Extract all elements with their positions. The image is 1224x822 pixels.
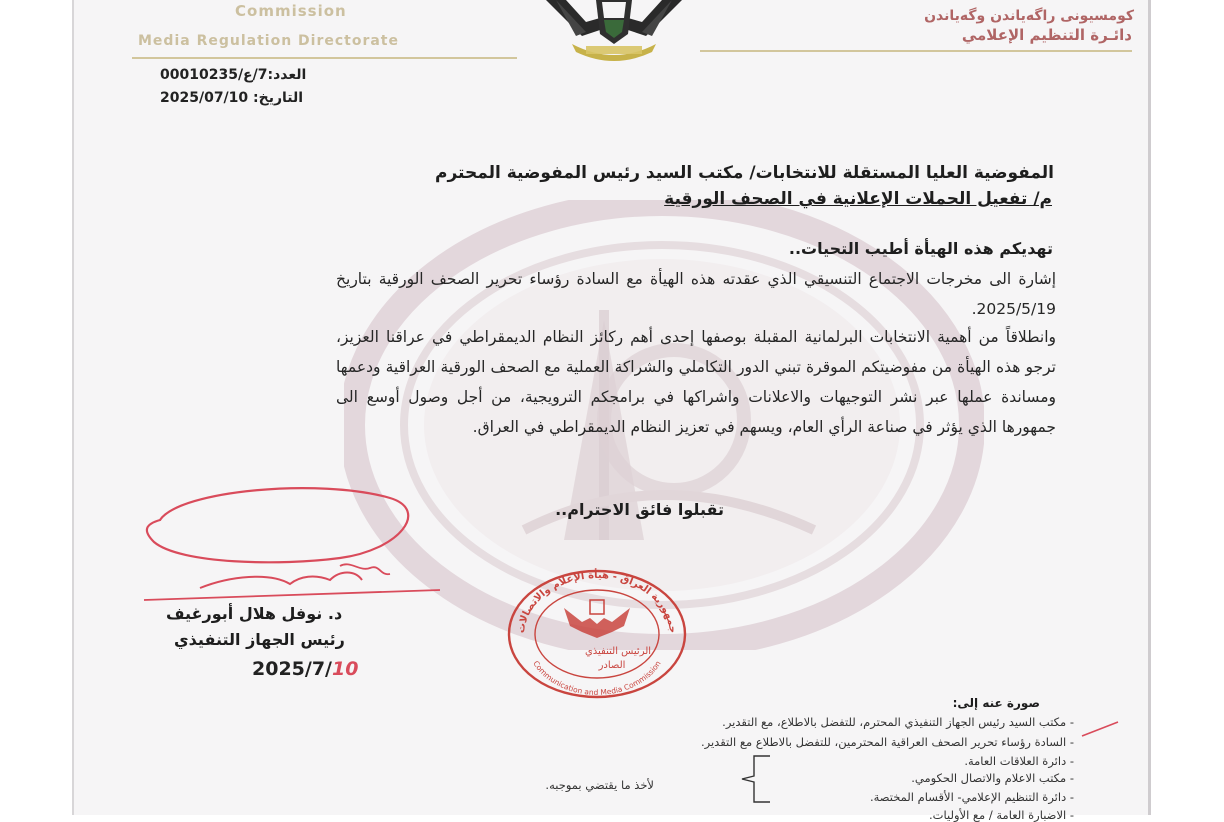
copies-heading: صورة عنه إلى: xyxy=(952,696,1040,710)
stamp-text-center-2: الصادر xyxy=(598,660,626,671)
paper-edge-left xyxy=(72,0,74,815)
handwritten-signature-icon xyxy=(140,480,470,610)
copies-item-1: - مكتب السيد رئيس الجهاز التنفيذي المحترم، للتفضل بالاطلاع، مع التقدير. xyxy=(722,715,1074,729)
closing-line: تقبلوا فائق الاحترام.. xyxy=(555,500,724,519)
official-stamp-icon xyxy=(502,566,692,700)
eagle-emblem-icon xyxy=(542,0,686,66)
stamp-text-top: جمهورية العراق - هيأة الإعلام والاتصالات xyxy=(515,569,678,634)
copies-item-4: - مكتب الاعلام والاتصال الحكومي. xyxy=(911,771,1074,785)
red-check-mark-icon xyxy=(1080,718,1120,742)
signature-date xyxy=(252,658,358,680)
recipient-line: المفوضية العليا المستقلة للانتخابات/ مكتب السيد رئيس المفوضية المحترم xyxy=(435,163,1054,183)
subject-line: م/ تفعيل الحملات الإعلانية في الصحف الورقية xyxy=(664,189,1052,209)
signature-date-printed: 2025/7/ xyxy=(252,658,332,680)
header-directorate-en: Media Regulation Directorate xyxy=(138,33,399,49)
body-paragraph-2: وانطلاقاً من أهمية الانتخابات البرلمانية المقبلة بوصفها إحدى أهم ركائز النظام الديمقراطي في عراقنا العزيز، ترجو هذه الهيأة من مفوضيتكم الموقرة تبني الدور التكاملي والشراكة العملية مع الصحف الورقية العراقية ودعمها ومساندة عملها عبر نشر التوجيهات والاعلانات واشراكها في برامجكم الترويجية، من أجل وصول أوسع الى جمهورها الذي يؤثر في صناعة الرأي العام، ويسهم في تعزيز النظام الديمقراطي في العراق. xyxy=(336,328,1056,436)
copies-note: لأخذ ما يقتضي بموجبه. xyxy=(545,778,654,792)
header-kurdish-line: کومسیونی راگەیاندن وگەیاندن xyxy=(924,8,1134,24)
header-divider-right xyxy=(700,50,1132,52)
copies-item-6: - الاضبارة العامة / مع الأوليات. xyxy=(929,808,1074,822)
paper-edge-right xyxy=(1148,0,1151,815)
copies-item-2: - السادة رؤساء تحرير الصحف العراقية المحترمين، للتفضل بالاطلاع مع التقدير. xyxy=(700,735,1074,749)
stamp-text-bottom: Communication and Media Commission xyxy=(531,659,663,697)
body-paragraph-1: إشارة الى مخرجات الاجتماع التنسيقي الذي عقدته هذه الهيأة مع السادة رؤساء تحرير الصحف الورقية بتاريخ 2025/5/19. xyxy=(336,270,1056,318)
signature-date-handwritten: 10 xyxy=(331,658,359,680)
header-divider-left xyxy=(132,57,517,59)
copies-item-3: - دائرة العلاقات العامة. xyxy=(964,754,1074,768)
signer-title: رئيس الجهاز التنفيذي xyxy=(174,630,345,649)
copies-bracket-icon xyxy=(740,754,774,804)
reference-date: التاريخ: 2025/07/10 xyxy=(160,90,304,106)
header-directorate-ar: دائـرة التنظيم الإعلامي xyxy=(961,26,1132,44)
header-commission-en: Commission xyxy=(235,2,347,20)
stamp-text-center: الرئيس التنفيذي xyxy=(584,646,652,657)
reference-number: العدد:7/ع/00010235 xyxy=(160,67,307,83)
signer-name: د. نوفل هلال أبورغيف xyxy=(166,604,343,623)
copies-item-5: - دائرة التنظيم الإعلامي- الأقسام المختصة. xyxy=(869,790,1074,804)
greeting-line: تهديكم هذه الهيأة أطيب التحيات.. xyxy=(788,239,1053,258)
